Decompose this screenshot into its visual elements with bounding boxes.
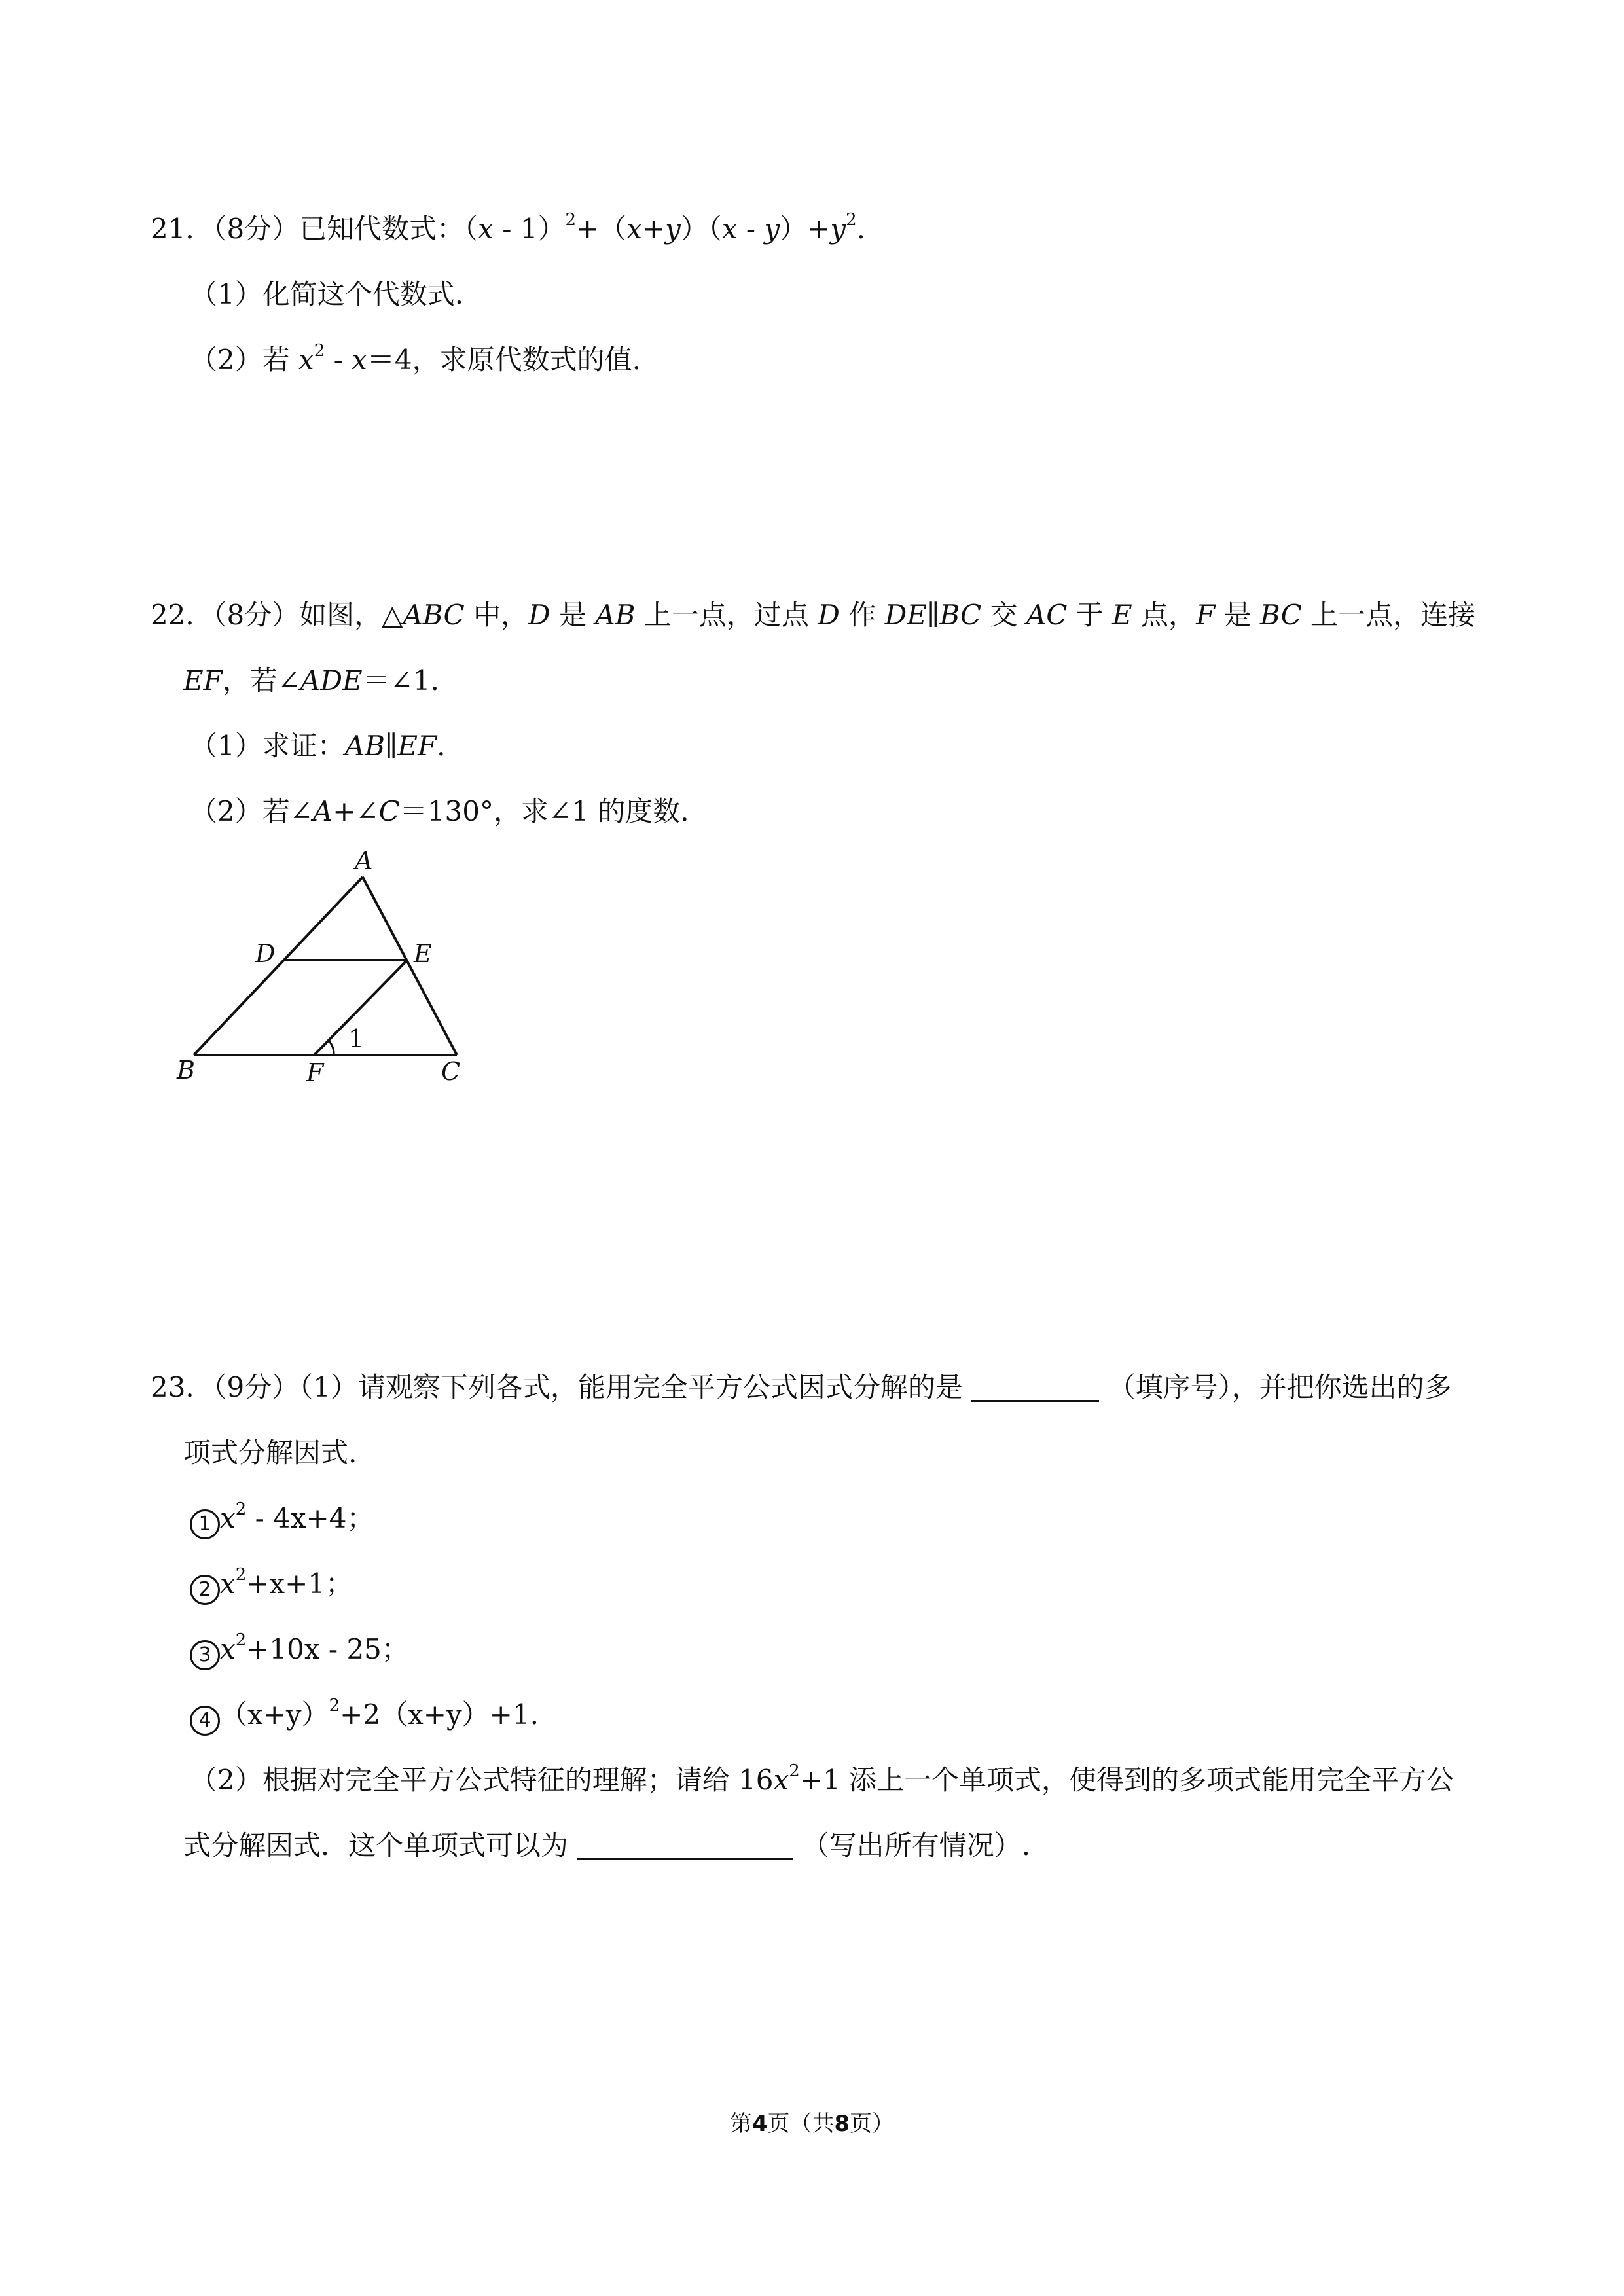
answer-blank-2[interactable] — [577, 1829, 793, 1860]
q22-part1: （1）求证：AB∥EF. — [190, 730, 446, 762]
q22-title: 22．（8分）如图，△ABC 中，D 是 AB 上一点，过点 D 作 DE∥BC 交 AC 于 E 点，F 是 BC 上一点，连接 — [151, 599, 1476, 631]
option-2-marker: 2 — [190, 1575, 220, 1605]
q23-part2: （2）根据对完全平方公式特征的理解；请给 $16x^2+1$ 添上一个单项式，使得到的多项式能用完全平方公 — [190, 1761, 1454, 1796]
q21-title: 21．（8分）已知代数式：$(x - 1)^2+(x+y)(x - y)+y^2$. — [151, 210, 866, 245]
angle-1-arc — [329, 1041, 334, 1055]
label-f: F — [306, 1058, 324, 1087]
side-ab — [194, 877, 363, 1055]
label-angle-1: 1 — [348, 1024, 365, 1053]
option-1-marker: 1 — [190, 1509, 220, 1539]
q23-title: 23．（9分）（1）请观察下列各式，能用完全平方公式因式分解的是 （填序号），并把你选出的多 — [151, 1371, 1452, 1403]
triangle-figure — [170, 844, 537, 1093]
label-e: E — [414, 939, 432, 968]
q23-part2-line2: 式分解因式．这个单项式可以为 （写出所有情况）. — [183, 1829, 1031, 1861]
option-4-marker: 4 — [190, 1706, 220, 1736]
q21-part2: （2）若 $x^2 - x=4$，求原代数式的值. — [190, 341, 641, 376]
label-c: C — [441, 1057, 461, 1086]
q23-option-3: 3 $x^2+10x - 25$； — [190, 1630, 409, 1670]
label-b: B — [177, 1056, 195, 1085]
answer-blank-1[interactable] — [971, 1371, 1099, 1402]
q21-part1: （1）化简这个代数式. — [190, 278, 464, 310]
q22-part2: （2）若∠A+∠C＝130°，求∠1 的度数. — [190, 795, 689, 827]
q23-option-1: 1 $x^2 - 4x+4$； — [190, 1499, 374, 1539]
q23-option-2: 2 $x^2+x+1$； — [190, 1564, 353, 1605]
page-footer: 第4页（共8页） — [729, 2111, 895, 2137]
option-3-marker: 3 — [190, 1640, 220, 1670]
q23-option-4: 4 $(x+y)^2+2(x+y)+1$. — [190, 1695, 539, 1736]
label-a: A — [355, 846, 373, 875]
label-d: D — [255, 939, 276, 968]
q22-title-line2: EF，若∠ADE＝∠1. — [183, 664, 439, 696]
q23-title-line2: 项式分解因式. — [183, 1437, 357, 1469]
side-ac — [363, 877, 457, 1055]
